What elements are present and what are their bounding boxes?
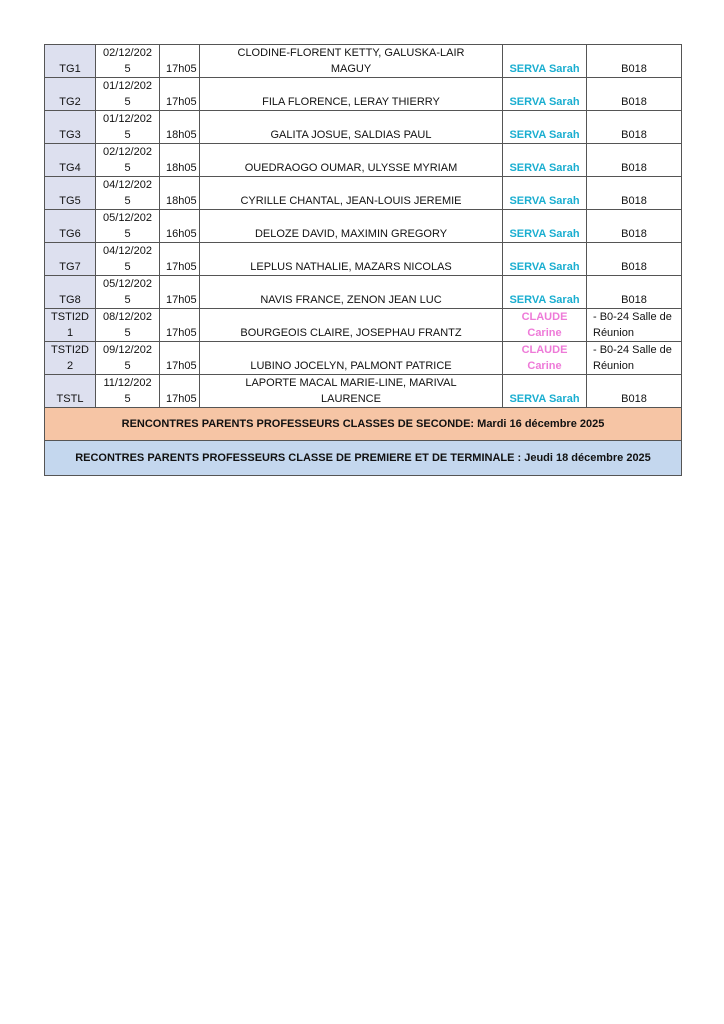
- parents-line2: LEPLUS NATHALIE, MAZARS NICOLAS: [250, 261, 452, 273]
- time-value: 16h05: [166, 228, 197, 240]
- professor-cell: [503, 375, 587, 408]
- room-line2: B018: [621, 63, 647, 75]
- class-cell: [45, 210, 96, 243]
- date-line1: 02/12/202: [103, 47, 152, 59]
- table-row: [45, 375, 682, 408]
- time-cell: [160, 342, 200, 375]
- professor-line1: CLAUDE: [521, 311, 568, 323]
- class-name: TG4: [59, 162, 81, 174]
- time-cell: [160, 309, 200, 342]
- parents-line1: CLODINE-FLORENT KETTY, GALUSKA-LAIR: [237, 47, 465, 59]
- professor-line1: SERVA Sarah: [509, 261, 580, 273]
- professor-line1: SERVA Sarah: [509, 96, 580, 108]
- room-line2: B018: [621, 96, 647, 108]
- class-cell: [45, 243, 96, 276]
- table-row: [45, 243, 682, 276]
- parents-line2: CYRILLE CHANTAL, JEAN-LOUIS JEREMIE: [240, 195, 462, 207]
- table-row: [45, 177, 682, 210]
- parents-line2: DELOZE DAVID, MAXIMIN GREGORY: [254, 228, 448, 240]
- class-cell: [45, 342, 96, 375]
- class-cell: [45, 111, 96, 144]
- table-row: [45, 342, 682, 375]
- table-row: [45, 276, 682, 309]
- class-name: TSTI2D: [51, 311, 89, 323]
- date-line2: 5: [124, 162, 131, 174]
- class-cell: [45, 375, 96, 408]
- professor-cell: [503, 243, 587, 276]
- parents-line2: LAURENCE: [321, 393, 381, 405]
- professor-cell: [503, 45, 587, 78]
- parents-cell: [200, 342, 503, 375]
- time-value: 17h05: [166, 360, 197, 372]
- date-cell: [96, 45, 160, 78]
- professor-cell: [503, 309, 587, 342]
- table-row: [45, 111, 682, 144]
- date-line1: 09/12/202: [103, 344, 152, 356]
- class-cell: [45, 78, 96, 111]
- date-line1: 01/12/202: [103, 80, 152, 92]
- room-line2: B018: [621, 228, 647, 240]
- date-line2: 5: [124, 294, 131, 306]
- room-cell: [587, 78, 682, 111]
- table-row: [45, 45, 682, 78]
- date-cell: [96, 276, 160, 309]
- class-cell: [45, 309, 96, 342]
- class-name: TG5: [59, 195, 81, 207]
- room-cell: [587, 309, 682, 342]
- class-name: TSTL: [56, 393, 84, 405]
- time-value: 17h05: [166, 261, 197, 273]
- parents-cell: [200, 276, 503, 309]
- date-cell: [96, 342, 160, 375]
- time-cell: [160, 144, 200, 177]
- parents-line2: BOURGEOIS CLAIRE, JOSEPHAU FRANTZ: [240, 327, 462, 339]
- parents-line2: GALITA JOSUE, SALDIAS PAUL: [270, 129, 432, 141]
- date-cell: [96, 144, 160, 177]
- class-name: TSTI2D: [51, 344, 89, 356]
- date-line2: 5: [124, 63, 131, 75]
- parents-cell: [200, 177, 503, 210]
- room-cell: [587, 111, 682, 144]
- professor-cell: [503, 276, 587, 309]
- room-cell: [587, 45, 682, 78]
- room-line2: B018: [621, 195, 647, 207]
- professor-cell: [503, 210, 587, 243]
- parents-line2: NAVIS FRANCE, ZENON JEAN LUC: [260, 294, 442, 306]
- class-cell: [45, 45, 96, 78]
- room-line2: B018: [621, 261, 647, 273]
- room-line2: Réunion: [593, 327, 634, 339]
- parents-cell: [200, 243, 503, 276]
- date-line2: 5: [124, 261, 131, 273]
- time-value: 17h05: [166, 63, 197, 75]
- room-line2: B018: [621, 294, 647, 306]
- room-line2: B018: [621, 393, 647, 405]
- time-cell: [160, 78, 200, 111]
- room-cell: [587, 243, 682, 276]
- professor-cell: [503, 342, 587, 375]
- table-row: [45, 210, 682, 243]
- banner-row-premiere-terminale: [45, 441, 682, 476]
- class-cell: [45, 144, 96, 177]
- professor-cell: [503, 144, 587, 177]
- date-line2: 5: [124, 327, 131, 339]
- date-line2: 5: [124, 393, 131, 405]
- time-value: 17h05: [166, 393, 197, 405]
- professor-line1: SERVA Sarah: [509, 129, 580, 141]
- professor-line2: Carine: [527, 360, 562, 372]
- date-cell: [96, 78, 160, 111]
- room-cell: [587, 177, 682, 210]
- class-name: TG3: [59, 129, 81, 141]
- class-name-line2: 2: [66, 360, 74, 372]
- parents-line2: LUBINO JOCELYN, PALMONT PATRICE: [250, 360, 452, 372]
- professor-line1: SERVA Sarah: [509, 162, 580, 174]
- room-line1: - B0-24 Salle de: [593, 344, 672, 356]
- professor-line1: SERVA Sarah: [509, 195, 580, 207]
- class-name: TG2: [59, 96, 81, 108]
- date-line2: 5: [124, 96, 131, 108]
- date-line1: 01/12/202: [103, 113, 152, 125]
- parents-cell: [200, 144, 503, 177]
- meeting-schedule-page: [44, 44, 681, 476]
- time-value: 18h05: [166, 195, 197, 207]
- date-line1: 05/12/202: [103, 212, 152, 224]
- schedule-rows: [45, 45, 682, 476]
- class-name: TG1: [59, 63, 81, 75]
- room-cell: [587, 375, 682, 408]
- time-cell: [160, 177, 200, 210]
- parents-cell: [200, 78, 503, 111]
- time-cell: [160, 375, 200, 408]
- class-name: TG7: [59, 261, 81, 273]
- room-cell: [587, 276, 682, 309]
- banner-seconde: RENCONTRES PARENTS PROFESSEURS CLASSES DE SECONDE: Mardi 16 décembre 2025: [45, 408, 682, 441]
- table-row: [45, 309, 682, 342]
- professor-cell: [503, 111, 587, 144]
- professor-line1: SERVA Sarah: [509, 228, 580, 240]
- time-cell: [160, 111, 200, 144]
- parents-cell: [200, 375, 503, 408]
- parents-line2: MAGUY: [330, 63, 372, 75]
- table-row: [45, 144, 682, 177]
- parents-line1: LAPORTE MACAL MARIE-LINE, MARIVAL: [245, 377, 457, 389]
- date-cell: [96, 243, 160, 276]
- class-name-line2: 1: [66, 327, 74, 339]
- banner-premiere-terminale: RECONTRES PARENTS PROFESSEURS CLASSE DE PREMIERE ET DE TERMINALE : Jeudi 18 décembre 2025: [45, 441, 682, 476]
- date-line2: 5: [124, 195, 131, 207]
- class-name: TG8: [59, 294, 81, 306]
- room-cell: [587, 144, 682, 177]
- date-line2: 5: [124, 360, 131, 372]
- professor-line1: CLAUDE: [521, 344, 568, 356]
- schedule-table: [44, 44, 682, 476]
- parents-line2: OUEDRAOGO OUMAR, ULYSSE MYRIAM: [244, 162, 458, 174]
- date-line1: 04/12/202: [103, 245, 152, 257]
- date-line2: 5: [124, 228, 131, 240]
- date-line1: 08/12/202: [103, 311, 152, 323]
- banner-row-seconde: [45, 408, 682, 441]
- professor-line1: SERVA Sarah: [509, 393, 580, 405]
- time-value: 18h05: [166, 162, 197, 174]
- date-line1: 05/12/202: [103, 278, 152, 290]
- table-row: [45, 78, 682, 111]
- parents-cell: [200, 45, 503, 78]
- class-cell: [45, 276, 96, 309]
- date-line2: 5: [124, 129, 131, 141]
- time-value: 17h05: [166, 294, 197, 306]
- time-value: 18h05: [166, 129, 197, 141]
- parents-cell: [200, 111, 503, 144]
- professor-cell: [503, 78, 587, 111]
- class-cell: [45, 177, 96, 210]
- date-line1: 02/12/202: [103, 146, 152, 158]
- room-line1: - B0-24 Salle de: [593, 311, 672, 323]
- room-cell: [587, 210, 682, 243]
- parents-cell: [200, 309, 503, 342]
- room-line2: Réunion: [593, 360, 634, 372]
- date-cell: [96, 309, 160, 342]
- date-cell: [96, 210, 160, 243]
- professor-line1: SERVA Sarah: [509, 294, 580, 306]
- time-value: 17h05: [166, 327, 197, 339]
- professor-line1: SERVA Sarah: [509, 63, 580, 75]
- parents-line2: FILA FLORENCE, LERAY THIERRY: [262, 96, 440, 108]
- date-line1: 04/12/202: [103, 179, 152, 191]
- class-name: TG6: [59, 228, 81, 240]
- professor-line2: Carine: [527, 327, 562, 339]
- date-cell: [96, 177, 160, 210]
- room-cell: [587, 342, 682, 375]
- room-line2: B018: [621, 129, 647, 141]
- time-value: 17h05: [166, 96, 197, 108]
- room-line2: B018: [621, 162, 647, 174]
- time-cell: [160, 276, 200, 309]
- parents-cell: [200, 210, 503, 243]
- date-line1: 11/12/202: [103, 377, 152, 389]
- date-cell: [96, 111, 160, 144]
- time-cell: [160, 45, 200, 78]
- time-cell: [160, 210, 200, 243]
- date-cell: [96, 375, 160, 408]
- professor-cell: [503, 177, 587, 210]
- time-cell: [160, 243, 200, 276]
